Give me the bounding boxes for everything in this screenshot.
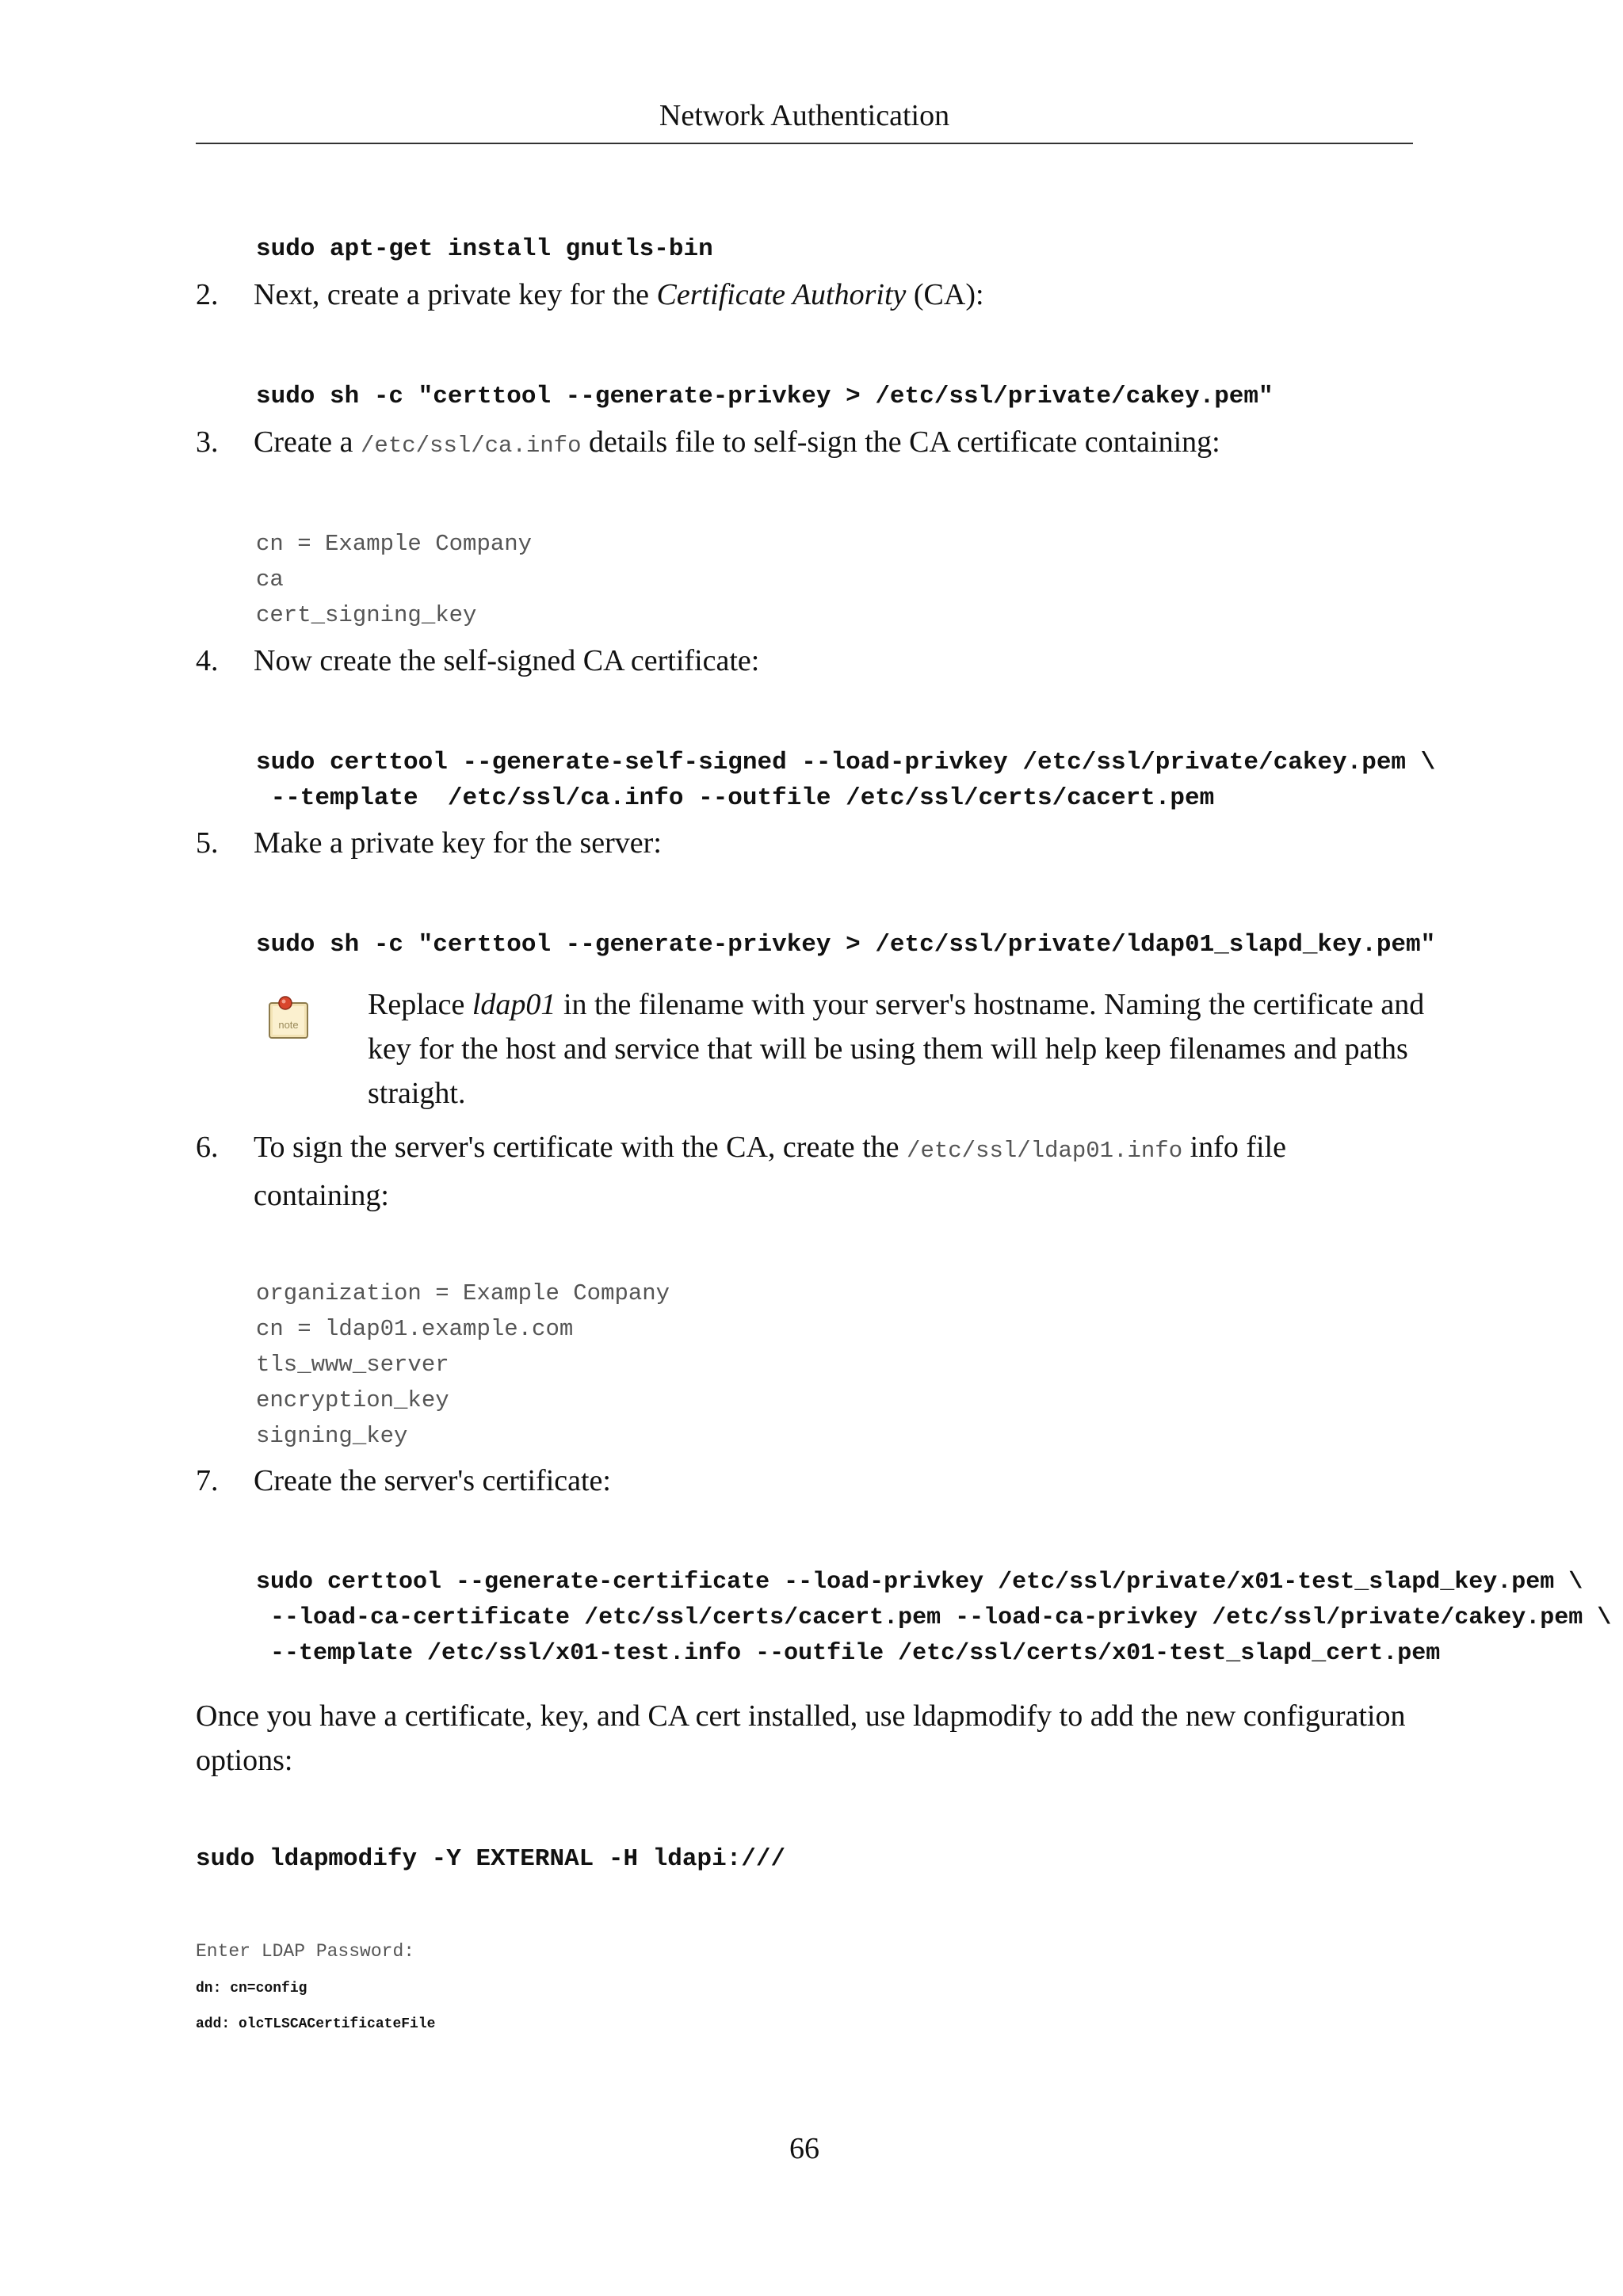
step-number: 3. — [196, 425, 219, 459]
step-number: 6. — [196, 1131, 219, 1164]
config-line: organization = Example Company — [256, 1280, 670, 1306]
code-server-cert-line: --template /etc/ssl/x01-test.info --outfile /etc/ssl/certs/x01-test_slapd_cert.pem — [256, 1640, 1441, 1667]
code-self-signed-line: --template /etc/ssl/ca.info --outfile /etc/ssl/certs/cacert.pem — [256, 784, 1215, 812]
step-number: 7. — [196, 1464, 219, 1497]
config-line: ca — [256, 566, 284, 593]
code-server-cert-line: --load-ca-certificate /etc/ssl/certs/cacert.pem --load-ca-privkey /etc/ssl/private/cakey.pem \ — [256, 1604, 1612, 1631]
code-server-key: sudo sh -c "certtool --generate-privkey > /etc/ssl/private/ldap01_slapd_key.pem" — [256, 931, 1436, 959]
step-text: To sign the server's certificate with the CA, create the /etc/ssl/ldap01.info info file containing: — [254, 1131, 1286, 1212]
config-line: cn = Example Company — [256, 531, 533, 557]
page-number: 66 — [789, 2132, 819, 2165]
step-text: Make a private key for the server: — [254, 826, 662, 860]
svg-text:note: note — [278, 1019, 299, 1031]
step-text: Create a /etc/ssl/ca.info details file to self-sign the CA certificate containing: — [254, 425, 1220, 459]
note-text: Replace ldap01 in the filename with your server's hostname. Naming the certificate and key for the host and service that will be using them will help keep filenames and paths straight. — [368, 988, 1425, 1110]
step-number: 4. — [196, 644, 219, 677]
code-ldapmodify: sudo ldapmodify -Y EXTERNAL -H ldapi:/// — [196, 1845, 786, 1873]
code-install-gnutls: sudo apt-get install gnutls-bin — [256, 235, 713, 263]
ldif-line: add: olcTLSCACertificateFile — [196, 2016, 436, 2032]
config-line: cert_signing_key — [256, 602, 477, 628]
ldap-password-prompt: Enter LDAP Password: — [196, 1941, 415, 1962]
step-text: Next, create a private key for the Certificate Authority (CA): — [254, 278, 984, 311]
config-line: tls_www_server — [256, 1352, 449, 1378]
page-header-title: Network Authentication — [659, 99, 950, 132]
paragraph-ldapmodify: Once you have a certificate, key, and CA cert installed, use ldapmodify to add the new configuration options: — [196, 1699, 1406, 1777]
step-6 — [196, 1125, 1424, 1214]
step-number: 2. — [196, 278, 219, 311]
config-line: cn = ldap01.example.com — [256, 1316, 574, 1342]
step-text: Create the server's certificate: — [254, 1464, 611, 1497]
step-text: Now create the self-signed CA certificate: — [254, 644, 760, 677]
code-self-signed-line: sudo certtool --generate-self-signed --load-privkey /etc/ssl/private/cakey.pem \ — [256, 749, 1436, 776]
config-line: encryption_key — [256, 1387, 449, 1413]
step-number: 5. — [196, 826, 219, 860]
ldif-line: dn: cn=config — [196, 1981, 307, 1997]
code-server-cert-line: sudo certtool --generate-certificate --load-privkey /etc/ssl/private/x01-test_slapd_key.pem \ — [256, 1569, 1583, 1596]
config-line: signing_key — [256, 1423, 408, 1449]
header-divider — [196, 143, 1413, 144]
code-generate-ca-key: sudo sh -c "certtool --generate-privkey > /etc/ssl/private/cakey.pem" — [256, 383, 1274, 410]
note-icon — [265, 995, 312, 1044]
